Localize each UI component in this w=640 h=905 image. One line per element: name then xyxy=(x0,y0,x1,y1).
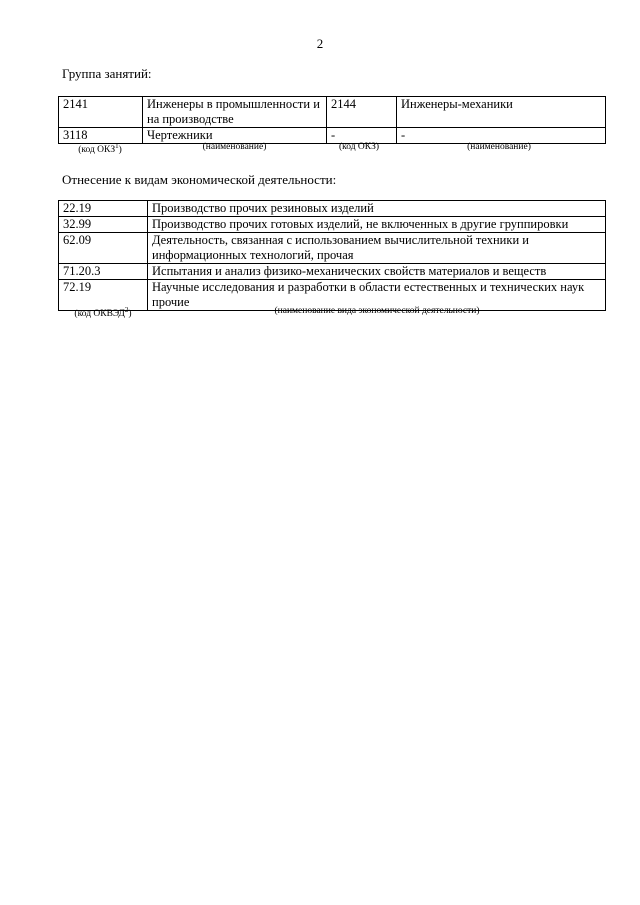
okz-name-caption: (наименование) xyxy=(202,142,267,152)
okz-name-cell: Чертежники xyxy=(143,128,327,144)
okz-name-cell: - xyxy=(397,128,606,144)
okved-table xyxy=(58,200,606,311)
okz-code-cell: - xyxy=(327,128,397,144)
table-row xyxy=(59,233,606,264)
okved-code-cell: 72.19 xyxy=(59,280,148,311)
okved-code-cell: 22.19 xyxy=(59,201,148,217)
occupation-group-table xyxy=(58,96,606,144)
table-row xyxy=(59,97,606,128)
okz-code-cell: 2141 xyxy=(59,97,143,128)
okz-code-cell: 2144 xyxy=(327,97,397,128)
table-row xyxy=(59,264,606,280)
table-row xyxy=(59,217,606,233)
okved-name-cell: Производство прочих готовых изделий, не включенных в другие группировки xyxy=(148,217,606,233)
okved-heading: Отнесение к видам экономической деятельности: xyxy=(62,172,337,187)
okz-name-caption: (наименование) xyxy=(467,142,531,152)
okz-code-cell: 3118 xyxy=(59,128,143,144)
okved-code-cell: 32.99 xyxy=(59,217,148,233)
okz-code-caption: (код ОКЗ$^1$) xyxy=(78,142,122,156)
page-number: 2 xyxy=(316,36,324,51)
okved-name-cell: Научные исследования и разработки в области естественных и технических наук прочие xyxy=(148,280,606,311)
okved-name-cell: Деятельность, связанная с использованием вычислительной техники и информационных технологий, прочая xyxy=(148,233,606,264)
okved-code-cell: 62.09 xyxy=(59,233,148,264)
okved-code-cell: 71.20.3 xyxy=(59,264,148,280)
okz-code-caption: (код ОКЗ) xyxy=(338,142,380,152)
okz-name-cell: Инженеры-механики xyxy=(397,97,606,128)
occupation-group-heading: Группа занятий: xyxy=(62,66,152,81)
okz-name-cell: Инженеры в промышленности и на производстве xyxy=(143,97,327,128)
okved-name-cell: Испытания и анализ физико-механических свойств материалов и веществ xyxy=(148,264,606,280)
okved-name-cell: Производство прочих резиновых изделий xyxy=(148,201,606,217)
okved-name-caption: (наименование вида экономической деятельности) xyxy=(274,306,480,316)
okved-code-caption: (код ОКВЭД$^2$) xyxy=(74,306,132,320)
table-row xyxy=(59,201,606,217)
